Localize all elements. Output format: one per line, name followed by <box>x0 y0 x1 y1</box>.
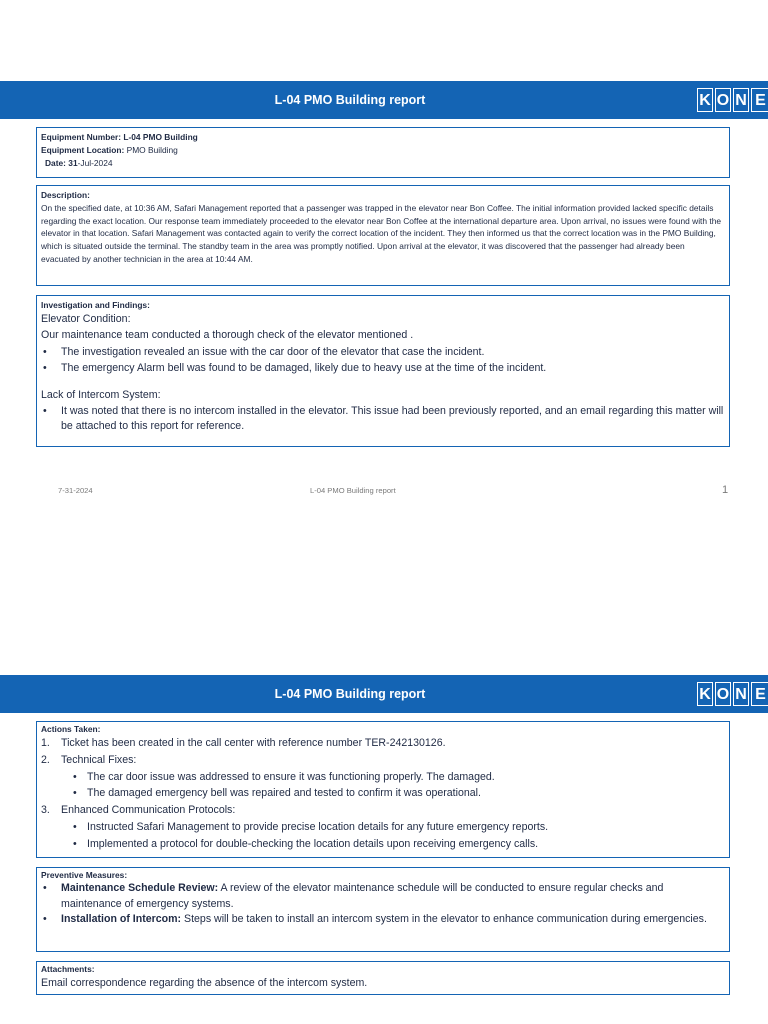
preventive-item: • Maintenance Schedule Review: A review of the elevator maintenance schedule will be conducted to ensure regular checks and maintenance of emergency systems. <box>41 881 725 912</box>
attachments-text: Email correspondence regarding the absence of the intercom system. <box>41 977 368 989</box>
investigation-intro: Our maintenance team conducted a thorough check of the elevator mentioned . <box>41 328 414 341</box>
action-item: 2. Technical Fixes: <box>41 753 137 766</box>
banner-title: L-04 PMO Building report <box>274 93 426 107</box>
actions-header: Actions Taken: <box>41 724 101 734</box>
elevator-condition-subheader: Elevator Condition: <box>41 312 131 325</box>
equipment-date: Date: 31-Jul-2024 <box>45 157 113 168</box>
banner-title: L-04 PMO Building report <box>274 687 426 701</box>
kone-logo: K O N E <box>697 88 768 112</box>
slide-2-banner <box>0 675 768 713</box>
page-number: 1 <box>722 484 729 496</box>
action-sub-item: • Instructed Safari Management to provide precise location details for any future emergency reports. <box>41 819 725 836</box>
action-sub-item: • The car door issue was addressed to ensure it was functioning properly. The damaged. <box>41 769 725 786</box>
finding-bullet: • The investigation revealed an issue with the car door of the elevator that case the incident. <box>41 344 725 361</box>
actions-box <box>36 721 730 858</box>
action-sub-item: • Implemented a protocol for double-checking the location details upon receiving emergency calls. <box>41 836 725 853</box>
footer-title: L-04 PMO Building report <box>310 486 396 495</box>
preventive-item: • Installation of Intercom: Steps will be taken to install an intercom system in the elevator to enhance communication during emergencies. <box>41 912 725 928</box>
description-header: Description: <box>41 190 90 200</box>
attachments-header: Attachments: <box>41 964 95 974</box>
equipment-location: Equipment Location: PMO Building <box>41 144 178 155</box>
intercom-subheader: Lack of Intercom System: <box>41 389 161 402</box>
footer-date: 7-31-2024 <box>58 486 93 495</box>
equipment-number: Equipment Number: L-04 PMO Building <box>41 132 198 142</box>
investigation-header: Investigation and Findings: <box>41 300 150 310</box>
intercom-bullet: • It was noted that there is no intercom installed in the elevator. This issue had been previously reported, and an email regarding this matter will be attached to this report for reference. <box>41 404 725 434</box>
description-text: On the specified date, at 10:36 AM, Safari Management reported that a passenger was trapped in the elevator near Bon Coffee. The initial information provided lacked specific details regarding the exact location. Our response team immediately proceeded to the elevator near Bon Coffee at the international departure area. Upon arrival, no issues were found with the elevator in that location. Safari Management was contacted again to verify the correct location of the incident. They then informed us that the correct location was in the PMO Building, which is situated outside the terminal. The standby team in the area was promptly notified. Upon arrival at the elevator, it was discovered that the passenger had already been evacuated by another technician in the area at 10:44 AM. <box>41 202 722 264</box>
action-sub-item: • The damaged emergency bell was repaired and tested to confirm it was operational. <box>41 785 725 802</box>
kone-logo: K O N E <box>697 682 768 706</box>
attachments-box <box>36 961 730 995</box>
action-item: 3. Enhanced Communication Protocols: <box>41 804 236 817</box>
preventive-header: Preventive Measures: <box>41 870 128 880</box>
preventive-box <box>36 867 730 952</box>
action-item: 1. Ticket has been created in the call center with reference number TER-242130126. <box>41 737 446 749</box>
finding-bullet: • The emergency Alarm bell was found to be damaged, likely due to heavy use at the time of the incident. <box>41 360 725 377</box>
